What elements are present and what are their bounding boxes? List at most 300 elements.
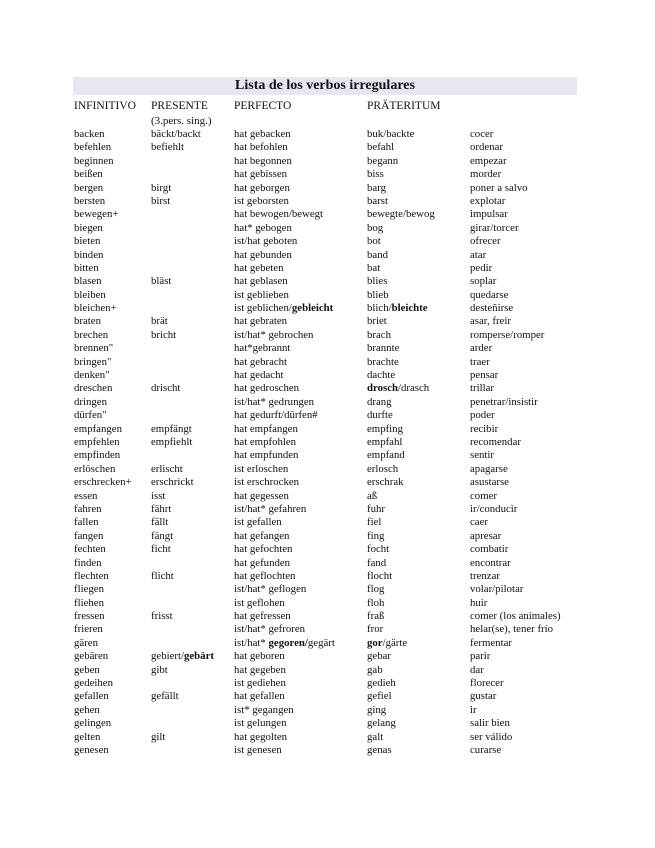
cell-text: genas [367, 743, 392, 756]
cell-text: empfahl [367, 435, 403, 448]
cell-text: bleiben [74, 288, 106, 301]
cell-presente [151, 463, 183, 476]
cell-text: ist* gegangen [234, 703, 294, 716]
cell-prateritum [367, 543, 389, 556]
table-row [0, 597, 655, 610]
cell-infinitivo [74, 557, 102, 570]
cell-perfecto [234, 315, 287, 328]
cell-prateritum [367, 128, 414, 141]
cell-perfecto [234, 249, 292, 262]
cell-spanish [470, 128, 493, 141]
cell-text: impulsar [470, 208, 508, 221]
cell-text: asustarse [470, 476, 509, 489]
cell-spanish [470, 664, 484, 677]
cell-text: gibt [151, 663, 168, 676]
cell-text: gebar [367, 650, 391, 663]
table-row [0, 543, 655, 556]
cell-text: biss [367, 168, 384, 181]
cell-perfecto [234, 289, 289, 302]
cell-text: gefiel [367, 690, 392, 703]
cell-perfecto [234, 690, 285, 703]
cell-perfecto [234, 717, 286, 730]
cell-spanish [470, 610, 561, 623]
cell-prateritum [367, 289, 389, 302]
cell-text: fährt [151, 502, 172, 515]
cell-prateritum [367, 396, 392, 409]
cell-perfecto [234, 436, 296, 449]
cell-text: ist erloschen [234, 462, 289, 475]
cell-perfecto [234, 516, 282, 529]
cell-spanish [470, 155, 507, 168]
cell-perfecto [234, 503, 306, 516]
cell-text: helar(se), tener frío [470, 623, 554, 636]
cell-text: hat gefangen [234, 529, 290, 542]
cell-presente [151, 182, 171, 195]
cell-text: ficht [151, 543, 171, 556]
cell-text: poder [470, 409, 495, 422]
cell-perfecto [234, 530, 289, 543]
cell-text: ir [470, 703, 477, 716]
cell-infinitivo [74, 222, 103, 235]
cell-perfecto [234, 650, 285, 663]
table-row [0, 182, 655, 195]
cell-prateritum [367, 610, 384, 623]
cell-text: befiehlt [151, 141, 184, 154]
page-title: Lista de los verbos irregulares [235, 78, 415, 93]
cell-text: comer [470, 489, 497, 502]
cell-infinitivo [74, 543, 106, 556]
cell-spanish [470, 490, 497, 503]
cell-text: geben [74, 663, 100, 676]
cell-presente [151, 315, 168, 328]
table-row [0, 449, 655, 462]
table-row [0, 356, 655, 369]
cell-text: hat gebeten [234, 261, 284, 274]
table-row [0, 208, 655, 221]
cell-text: fliegen [74, 583, 104, 596]
table-row [0, 409, 655, 422]
cell-spanish [470, 342, 492, 355]
cell-text: fechten [74, 543, 106, 556]
cell-text: morder [470, 168, 502, 181]
cell-text: penetrar/insistir [470, 395, 538, 408]
cell-text: empezar [470, 154, 507, 167]
cell-text: hat begonnen [234, 154, 292, 167]
cell-presente [151, 275, 171, 288]
cell-text: barg [367, 181, 386, 194]
cell-text: explotar [470, 194, 506, 207]
cell-spanish [470, 570, 500, 583]
cell-presente [151, 570, 174, 583]
cell-text: atar [470, 248, 487, 261]
cell-infinitivo [74, 275, 102, 288]
cell-spanish [470, 409, 495, 422]
cell-text: hat gedacht [234, 369, 284, 382]
cell-text: flechten [74, 569, 109, 582]
cell-text: galt [367, 730, 384, 743]
cell-text: durfte [367, 409, 393, 422]
cell-spanish [470, 557, 511, 570]
cell-perfecto [234, 677, 286, 690]
cell-text: befehlen [74, 141, 112, 154]
cell-text: hat gegessen [234, 489, 289, 502]
cell-infinitivo [74, 182, 103, 195]
cell-infinitivo [74, 356, 111, 369]
table-row [0, 195, 655, 208]
cell-infinitivo [74, 249, 103, 262]
cell-text: fermentar [470, 636, 512, 649]
cell-infinitivo [74, 342, 113, 355]
cell-spanish [470, 208, 508, 221]
cell-text: gebiert/ [151, 650, 184, 663]
cell-text: hat befohlen [234, 141, 288, 154]
cell-text: fing [367, 529, 385, 542]
cell-text: erlöschen [74, 462, 116, 475]
table-row [0, 490, 655, 503]
cell-text: ist/hat* gedrungen [234, 395, 315, 408]
cell-text: hat gefochten [234, 543, 293, 556]
cell-text: gebärt [183, 650, 214, 663]
cell-text: brannte [367, 342, 400, 355]
cell-text: bäckt/backt [151, 128, 201, 140]
cell-perfecto [234, 141, 288, 154]
cell-text: erlischt [151, 462, 183, 475]
cell-infinitivo [74, 235, 100, 248]
cell-spanish [470, 503, 517, 516]
table-row [0, 342, 655, 355]
cell-text: fraß [367, 610, 385, 623]
table-row [0, 329, 655, 342]
cell-text: blich/ [367, 302, 392, 315]
cell-prateritum [367, 717, 396, 730]
cell-text: fallen [74, 516, 99, 529]
cell-text: blies [367, 275, 388, 288]
cell-text: parir [470, 650, 491, 663]
cell-prateritum [367, 677, 396, 690]
cell-presente [151, 543, 171, 556]
cell-text: binden [74, 248, 104, 261]
cell-text: ging [367, 703, 387, 716]
cell-perfecto [234, 704, 294, 717]
cell-presente [151, 128, 201, 141]
cell-text: genesen [74, 743, 109, 756]
cell-text: gelang [367, 717, 396, 730]
cell-prateritum [367, 650, 391, 663]
cell-spanish [470, 463, 508, 476]
cell-text: ir/conducir [470, 502, 518, 515]
cell-text: recibir [470, 422, 499, 435]
cell-presente [151, 423, 192, 436]
cell-infinitivo [74, 369, 110, 382]
verb-table [0, 128, 655, 757]
cell-text: brät [151, 315, 168, 328]
table-row [0, 382, 655, 395]
cell-infinitivo [74, 637, 98, 650]
cell-text: bewegte/bewog [367, 208, 435, 221]
cell-perfecto [234, 490, 289, 503]
cell-text: bot [367, 235, 381, 248]
cell-text: bricht [151, 328, 177, 341]
cell-prateritum [367, 436, 402, 449]
cell-prateritum [367, 476, 404, 489]
cell-text: sentir [470, 449, 494, 462]
cell-text: fällt [151, 516, 169, 529]
table-row [0, 623, 655, 636]
cell-text: comer (los animales) [470, 610, 561, 623]
cell-perfecto [234, 369, 283, 382]
cell-presente [151, 650, 214, 663]
cell-presente [151, 490, 165, 503]
cell-presente [151, 530, 173, 543]
cell-text: bewegen+ [74, 208, 119, 221]
cell-spanish [470, 182, 528, 195]
cell-prateritum [367, 155, 398, 168]
cell-perfecto [234, 423, 298, 436]
cell-prateritum [367, 182, 386, 195]
cell-text: hat gebracht [234, 355, 288, 368]
cell-text: fand [367, 556, 387, 569]
cell-prateritum [367, 356, 399, 369]
cell-spanish [470, 637, 512, 650]
cell-text: caer [470, 516, 488, 529]
table-row [0, 369, 655, 382]
cell-text: /gärte [382, 636, 408, 649]
cell-perfecto [234, 382, 299, 395]
cell-perfecto [234, 543, 292, 556]
table-row [0, 249, 655, 262]
cell-text: blasen [74, 275, 102, 288]
cell-spanish [470, 396, 538, 409]
cell-prateritum [367, 168, 384, 181]
cell-text: gefällt [151, 690, 179, 703]
table-row [0, 717, 655, 730]
cell-infinitivo [74, 409, 107, 422]
table-row [0, 744, 655, 757]
cell-text: biegen [74, 221, 103, 234]
cell-infinitivo [74, 597, 104, 610]
cell-text: pensar [470, 369, 499, 382]
cell-infinitivo [74, 570, 109, 583]
cell-text: erschrecken+ [74, 476, 132, 489]
cell-infinitivo [74, 583, 104, 596]
cell-text: cocer [470, 128, 494, 140]
cell-perfecto [234, 583, 306, 596]
cell-text: gebleicht [291, 302, 334, 315]
cell-text: salir bien [470, 717, 510, 730]
cell-perfecto [234, 329, 313, 342]
cell-text: brechen [74, 328, 109, 341]
cell-spanish [470, 329, 544, 342]
cell-infinitivo [74, 195, 105, 208]
cell-infinitivo [74, 208, 118, 221]
cell-text: trenzar [470, 569, 500, 582]
cell-spanish [470, 650, 490, 663]
cell-text: dringen [74, 395, 107, 408]
cell-infinitivo [74, 396, 107, 409]
cell-spanish [470, 597, 487, 610]
cell-text: ist geborsten [234, 194, 289, 207]
cell-text: brennen" [74, 342, 114, 355]
table-row [0, 530, 655, 543]
cell-text: blieb [367, 288, 389, 301]
cell-text: empfand [367, 449, 405, 462]
cell-text: florecer [470, 677, 504, 690]
cell-text: recomendar [470, 435, 521, 448]
cell-spanish [470, 677, 504, 690]
cell-text: soplar [470, 275, 497, 288]
cell-text: bieten [74, 235, 101, 248]
cell-text: gilt [151, 730, 166, 743]
cell-perfecto [234, 597, 285, 610]
cell-perfecto [234, 182, 290, 195]
table-row [0, 128, 655, 141]
cell-text: bleichte [391, 302, 428, 315]
cell-infinitivo [74, 155, 114, 168]
cell-infinitivo [74, 650, 108, 663]
cell-text: drischt [151, 382, 181, 395]
cell-presente [151, 503, 171, 516]
cell-text: ist/hat* gebrochen [234, 328, 314, 341]
cell-presente [151, 664, 168, 677]
cell-text: fangen [74, 529, 104, 542]
cell-text: hat gegeben [234, 663, 286, 676]
cell-text: flog [367, 583, 385, 596]
cell-text: beginnen [74, 154, 114, 167]
cell-prateritum [367, 329, 391, 342]
cell-perfecto [234, 195, 289, 208]
table-row [0, 436, 655, 449]
cell-spanish [470, 222, 519, 235]
cell-perfecto [234, 342, 290, 355]
cell-text: hat empfohlen [234, 435, 297, 448]
cell-text: poner a salvo [470, 181, 528, 194]
cell-presente [151, 436, 192, 449]
cell-text: gären [74, 636, 98, 649]
title-bar [73, 77, 577, 95]
cell-text: brachte [367, 355, 399, 368]
cell-prateritum [367, 382, 429, 395]
cell-text: drosch [367, 382, 398, 395]
cell-text: ist/hat geboten [234, 235, 298, 248]
cell-prateritum [367, 664, 383, 677]
cell-text: gehen [74, 703, 100, 716]
table-row [0, 476, 655, 489]
cell-text: dreschen [74, 382, 113, 395]
table-row [0, 731, 655, 744]
cell-prateritum [367, 423, 403, 436]
cell-spanish [470, 141, 503, 154]
table-row [0, 570, 655, 583]
cell-infinitivo [74, 731, 100, 744]
cell-spanish [470, 275, 496, 288]
cell-perfecto [234, 396, 314, 409]
cell-text: ofrecer [470, 235, 501, 248]
cell-prateritum [367, 449, 405, 462]
table-row [0, 664, 655, 677]
cell-text: erschrak [367, 476, 404, 489]
cell-text: hat bewogen/bewegt [234, 208, 324, 221]
cell-text: gegärt [307, 636, 335, 649]
cell-text: desteñirse [470, 302, 514, 315]
cell-text: dürfen" [74, 409, 107, 422]
cell-text: quedarse [470, 288, 509, 301]
table-row [0, 503, 655, 516]
cell-text: floh [367, 596, 385, 609]
cell-text: ist genesen [234, 743, 282, 756]
cell-spanish [470, 436, 521, 449]
cell-text: romperse/romper [470, 328, 545, 341]
header-perfecto: PERFECTO [234, 100, 292, 112]
cell-perfecto [234, 155, 292, 168]
cell-spanish [470, 356, 490, 369]
table-row [0, 262, 655, 275]
cell-text: encontrar [470, 556, 511, 569]
cell-text: combatir [470, 543, 509, 556]
cell-prateritum [367, 195, 388, 208]
cell-spanish [470, 249, 486, 262]
cell-text: hat geflochten [234, 569, 296, 582]
cell-text: gedeihen [74, 677, 113, 690]
table-row [0, 275, 655, 288]
cell-perfecto [234, 664, 286, 677]
cell-text: briet [367, 315, 387, 328]
cell-presente [151, 141, 184, 154]
table-row [0, 235, 655, 248]
cell-prateritum [367, 516, 381, 529]
cell-infinitivo [74, 141, 111, 154]
cell-spanish [470, 623, 553, 636]
cell-spanish [470, 423, 498, 436]
cell-infinitivo [74, 490, 97, 503]
cell-spanish [470, 289, 508, 302]
cell-text: /drasch [398, 382, 430, 395]
cell-text: gelingen [74, 717, 112, 730]
table-row [0, 677, 655, 690]
cell-infinitivo [74, 423, 122, 436]
cell-text: gebären [74, 650, 109, 663]
cell-spanish [470, 262, 492, 275]
cell-text: hat* gebogen [234, 221, 292, 234]
cell-text: hat gebissen [234, 168, 288, 181]
cell-text: beißen [74, 168, 103, 181]
cell-text: ist/hat* gefroren [234, 623, 306, 636]
table-row [0, 396, 655, 409]
header-infinitivo: INFINITIVO [74, 100, 136, 112]
cell-prateritum [367, 490, 377, 503]
cell-text: gor [367, 636, 383, 649]
cell-presente [151, 731, 165, 744]
table-row [0, 610, 655, 623]
cell-perfecto [234, 302, 333, 315]
cell-text: hat gebunden [234, 248, 292, 261]
cell-presente [151, 516, 168, 529]
cell-text: backen [74, 128, 105, 140]
cell-infinitivo [74, 690, 109, 703]
cell-text: volar/pilotar [470, 583, 524, 596]
cell-text: gelten [74, 730, 101, 743]
cell-prateritum [367, 704, 386, 717]
cell-prateritum [367, 637, 407, 650]
cell-text: drang [367, 395, 392, 408]
header-prateritum: PRÄTERITUM [367, 100, 441, 112]
cell-text: ist gelungen [234, 717, 287, 730]
cell-perfecto [234, 128, 291, 141]
cell-prateritum [367, 623, 383, 636]
cell-text: buk/backte [367, 128, 415, 140]
cell-infinitivo [74, 623, 103, 636]
table-row [0, 155, 655, 168]
cell-text: frieren [74, 623, 103, 636]
